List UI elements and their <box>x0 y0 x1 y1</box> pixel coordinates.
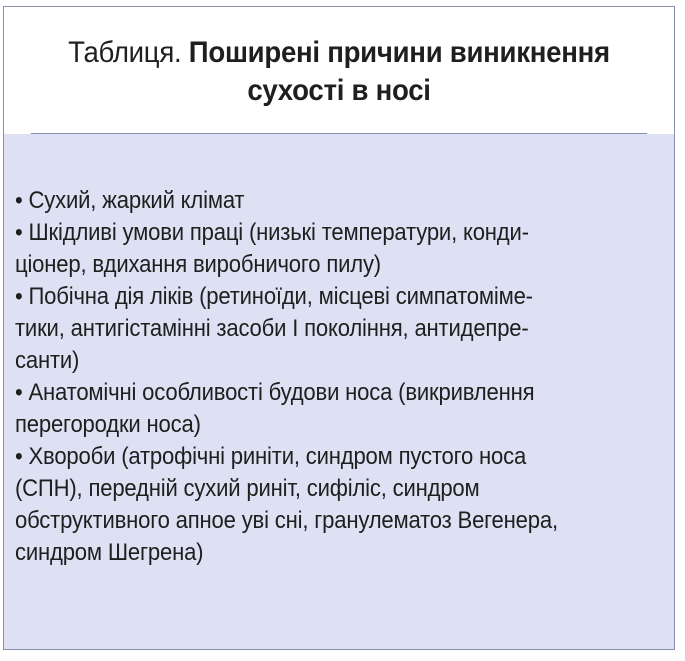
list-item-anatomical-features <box>15 377 666 441</box>
causes-list <box>15 185 666 569</box>
table-title-part-2: сухості в носі <box>247 74 431 107</box>
table-label: Таблиця. <box>68 36 182 69</box>
causes-table <box>3 6 675 650</box>
list-item-line: • Сухий, жаркий клімат <box>15 187 245 214</box>
list-item-line: тики, антигістамінні засоби І покоління, антидепре- <box>15 315 529 342</box>
table-header <box>31 7 647 134</box>
table-title-part-1: Поширені причини виникнення <box>188 36 610 69</box>
list-item-work-conditions <box>15 217 666 281</box>
table-body <box>4 134 674 649</box>
list-item-line: • Хвороби (атрофічні риніти, синдром пустого носа <box>15 443 527 470</box>
list-item-line: • Анатомічні особливості будови носа (викривлення <box>15 379 535 406</box>
list-item-line: перегородки носа) <box>15 411 201 438</box>
list-item-line: (СПН), передній сухий риніт, сифіліс, синдром <box>15 475 480 502</box>
list-item-climate <box>15 185 666 217</box>
list-item-line: • Побічна дія ліків (ретиноїди, місцеві симпатоміме- <box>15 283 533 310</box>
list-item-diseases <box>15 441 666 569</box>
list-item-line: синдром Шегрена) <box>15 539 204 566</box>
list-item-drug-side-effects <box>15 281 666 377</box>
list-item-line: обструктивного апное уві сні, гранулематоз Вегенера, <box>15 507 558 534</box>
list-item-line: • Шкідливі умови праці (низькі температури, конди- <box>15 219 529 246</box>
list-item-line: ціонер, вдихання виробничого пилу) <box>15 251 381 278</box>
list-item-line: санти) <box>15 347 80 374</box>
table-header-line-1 <box>68 34 610 72</box>
